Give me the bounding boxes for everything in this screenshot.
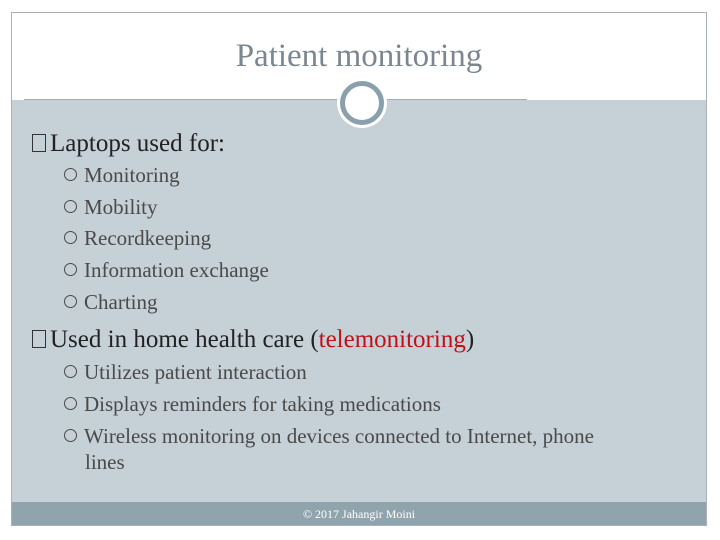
circle-bullet-icon [64,295,77,308]
circle-bullet-icon [64,365,77,378]
list-item [64,258,269,283]
circle-bullet-icon [64,231,77,244]
circle-bullet-icon [64,429,77,442]
title-divider-left [24,99,342,100]
slide-frame [11,12,707,526]
footer-bar [12,502,706,525]
list-item [64,226,211,251]
list-item-continuation: lines [85,450,125,474]
list-item [64,392,441,417]
ring-icon [340,81,384,125]
square-bullet-icon [32,330,46,348]
bullet-home-health-care [32,326,474,354]
list-item [64,290,158,315]
list-item [64,195,158,220]
footer-copyright: © 2017 Jahangir Moini [302,507,416,521]
circle-bullet-icon [64,397,77,410]
highlight-term: telemonitoring [318,326,466,353]
slide-title: Patient monitoring [235,38,483,74]
list-item [64,360,307,385]
list-item-text: Information exchange [84,258,269,282]
list-item-text: Utilizes patient interaction [84,360,307,384]
bullet-label: Laptops used for: [50,130,225,157]
list-item-text: Charting [84,290,158,314]
circle-bullet-icon [64,263,77,276]
square-bullet-icon [32,134,46,152]
bullet-label-prefix: Used in home health care ( [50,326,319,353]
title-divider-right [383,99,527,100]
bullet-laptops [32,130,225,158]
bullet-label-suffix: ) [465,326,475,353]
list-item-text: Displays reminders for taking medications [84,392,441,416]
list-item [64,163,180,188]
circle-bullet-icon [64,200,77,213]
circle-bullet-icon [64,168,77,181]
list-item [64,424,594,449]
list-item-text: Monitoring [84,163,180,187]
list-item-text: Mobility [84,195,158,219]
list-item-text: Recordkeeping [84,226,212,250]
list-item-text: Wireless monitoring on devices connected to Internet, phone [84,424,594,448]
